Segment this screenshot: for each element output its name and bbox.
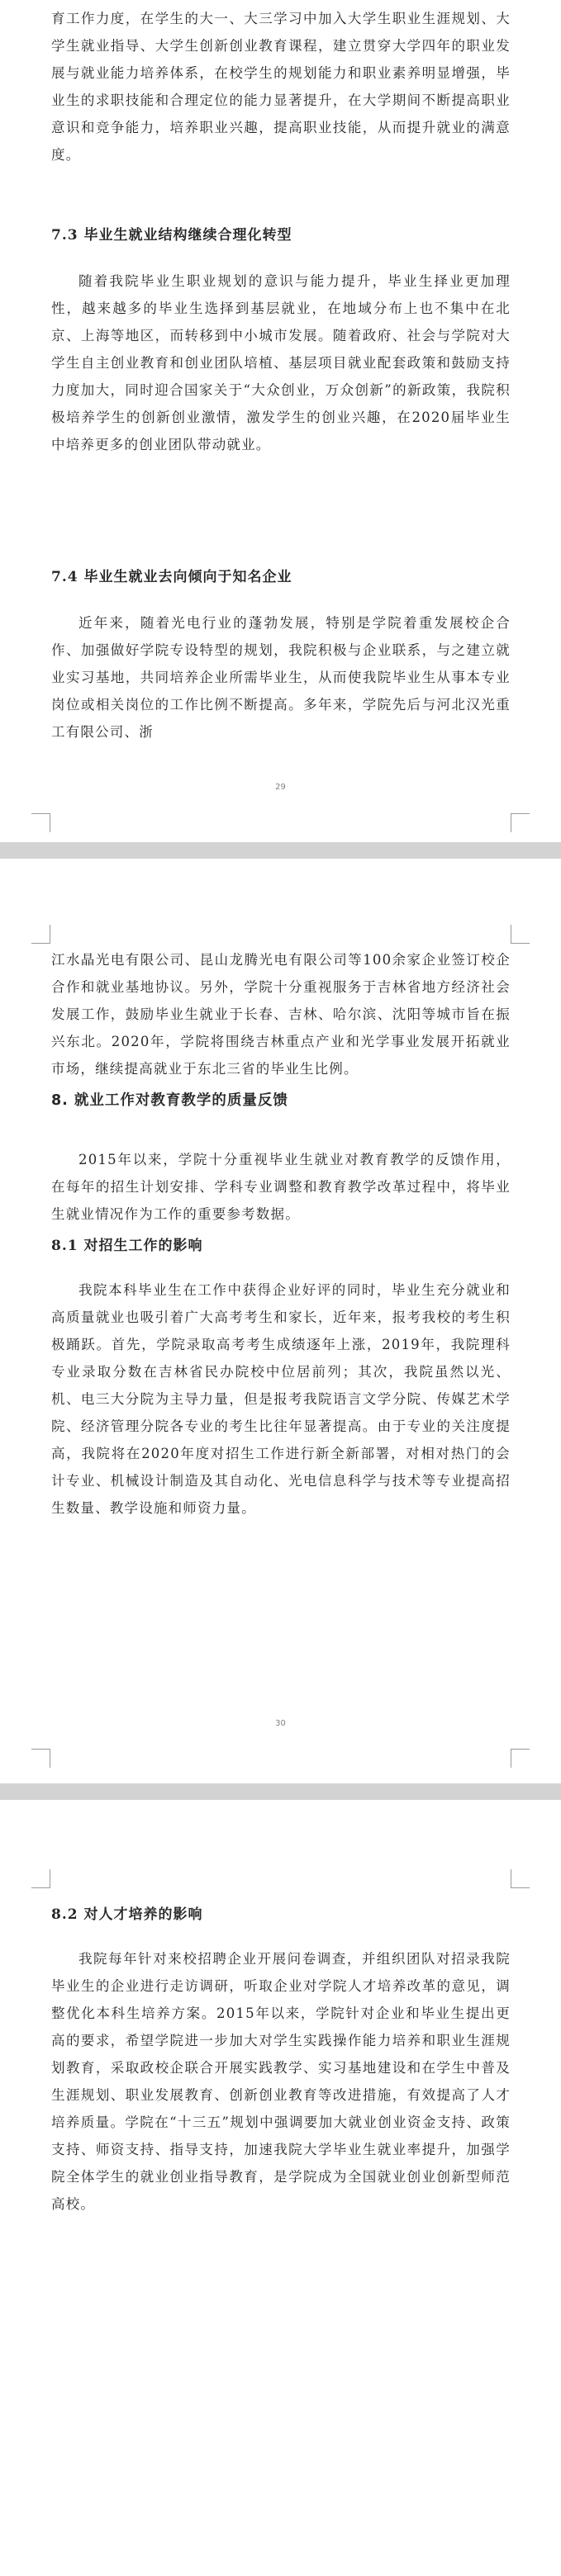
paragraph-career-education-continued: 育工作力度，在学生的大一、大三学习中加入大学生职业生涯规划、大学生就业指导、大学生创新创业教育课程，建立贯穿大学四年的职业发展与就业能力培养体系，在校学生的规划能力和职业素养明显增强，毕业生的求职技能和合理定位的能力显著提升，在大学期间不断提高职业意识和竞争能力，培养职业兴趣，提高职业技能，从而提升就业的满意度。 [51, 11, 511, 163]
page-separator [0, 1783, 561, 1800]
section-heading-8-2: 8.2 对人才培养的影响 [51, 1906, 203, 1923]
document-page-30 [0, 859, 561, 1783]
paragraph-8-2: 我院每年针对来校招聘企业开展问卷调查，并组织团队对招录我院毕业生的企业进行走访调研，听取企业对学院人才培养改革的意见，调整优化本科生培养方案。2015年以来，学院针对企业和毕业生提出更高的要求，希望学院进一步加大对学生实践操作能力培养和职业生涯规划教育，采取政校企联合开展实践教学、实习基地建设和在学生中普及生涯规划、职业发展教育、创新创业教育等改进措施，有效提高了人才培养质量。学院在“十三五”规划中强调要加大就业创业资金支持、政策支持、师资支持、指导支持，加速我院大学毕业生就业率提升，加强学院全体学生的就业创业指导教育，是学院成为全国就业创业创新型师范高校。 [51, 1951, 511, 2212]
section-heading-8-1: 8.1 对招生工作的影响 [51, 1238, 203, 1254]
document-page-29 [0, 0, 561, 842]
paragraph-7-3: 随着我院毕业生职业规划的意识与能力提升，毕业生择业更加理性，越来越多的毕业生选择到基层就业，在地域分布上也不集中在北京、上海等地区，而转移到中小城市发展。随着政府、社会与学院对大学生自主创业教育和创业团队培植、基层项目就业配套政策和鼓励支持力度加大，同时迎合国家关于“大众创业，万众创新”的新政策，我院积极培养学生的创新创业激情，激发学生的创业兴趣，在2020届毕业生中培养更多的创业团队带动就业。 [51, 273, 511, 452]
margin-corner-mark [511, 1749, 530, 1768]
margin-corner-mark [511, 813, 530, 832]
document-page-31 [0, 1800, 561, 2576]
margin-corner-mark [511, 1869, 530, 1888]
margin-corner-mark [31, 925, 50, 944]
margin-corner-mark [31, 813, 50, 832]
section-heading-8: 8. 就业工作对教育教学的质量反馈 [51, 1092, 288, 1109]
section-heading-7-3: 7.3 毕业生就业结构继续合理化转型 [51, 227, 292, 244]
page-number: 30 [275, 1719, 286, 1728]
section-heading-7-4: 7.4 毕业生就业去向倾向于知名企业 [51, 569, 292, 585]
paragraph-8-1: 我院本科毕业生在工作中获得企业好评的同时，毕业生充分就业和高质量就业也吸引着广大高考考生和家长，近年来，报考我校的考生积极踊跃。首先，学院录取高考考生成绩逐年上涨，2019年，我院理科专业录取分数在吉林省民办院校中位居前列；其次，我院虽然以光、机、电三大分院为主导力量，但是报考我院语言文学分院、传媒艺术学院、经济管理分院各专业的考生比往年显著提高。由于专业的关注度提高，我院将在2020年度对招生工作进行新全新部署，对相对热门的会计专业、机械设计制造及其自动化、光电信息科学与技术等专业提高招生数量、教学设施和师资力量。 [51, 1282, 511, 1516]
margin-corner-mark [511, 925, 530, 944]
paragraph-8: 2015年以来，学院十分重视毕业生就业对教育教学的反馈作用，在每年的招生计划安排、学科专业调整和教育教学改革过程中，将毕业生就业情况作为工作的重要参考数据。 [51, 1152, 511, 1222]
page-number: 29 [275, 783, 286, 792]
margin-corner-mark [31, 1749, 50, 1768]
paragraph-7-4: 近年来，随着光电行业的蓬勃发展，特别是学院着重发展校企合作、加强做好学院专设特型的规划，我院积极与企业联系，与之建立就业实习基地，共同培养企业所需毕业生，从而使我院毕业生从事本专业岗位或相关岗位的工作比例不断提高。多年来，学院先后与河北汉光重工有限公司、浙 [51, 615, 511, 740]
page-separator [0, 842, 561, 859]
paragraph-enterprise-cooperation-continued: 江水晶光电有限公司、昆山龙腾光电有限公司等100余家企业签订校企合作和就业基地协议。另外，学院十分重视服务于吉林省地方经济社会发展工作，鼓励毕业生就业于长春、吉林、哈尔滨、沈阳等城市旨在振兴东北。2020年，学院将围绕吉林重点产业和光学事业发展开拓就业市场，继续提高就业于东北三省的毕业生比例。 [51, 952, 511, 1077]
margin-corner-mark [31, 1869, 50, 1888]
